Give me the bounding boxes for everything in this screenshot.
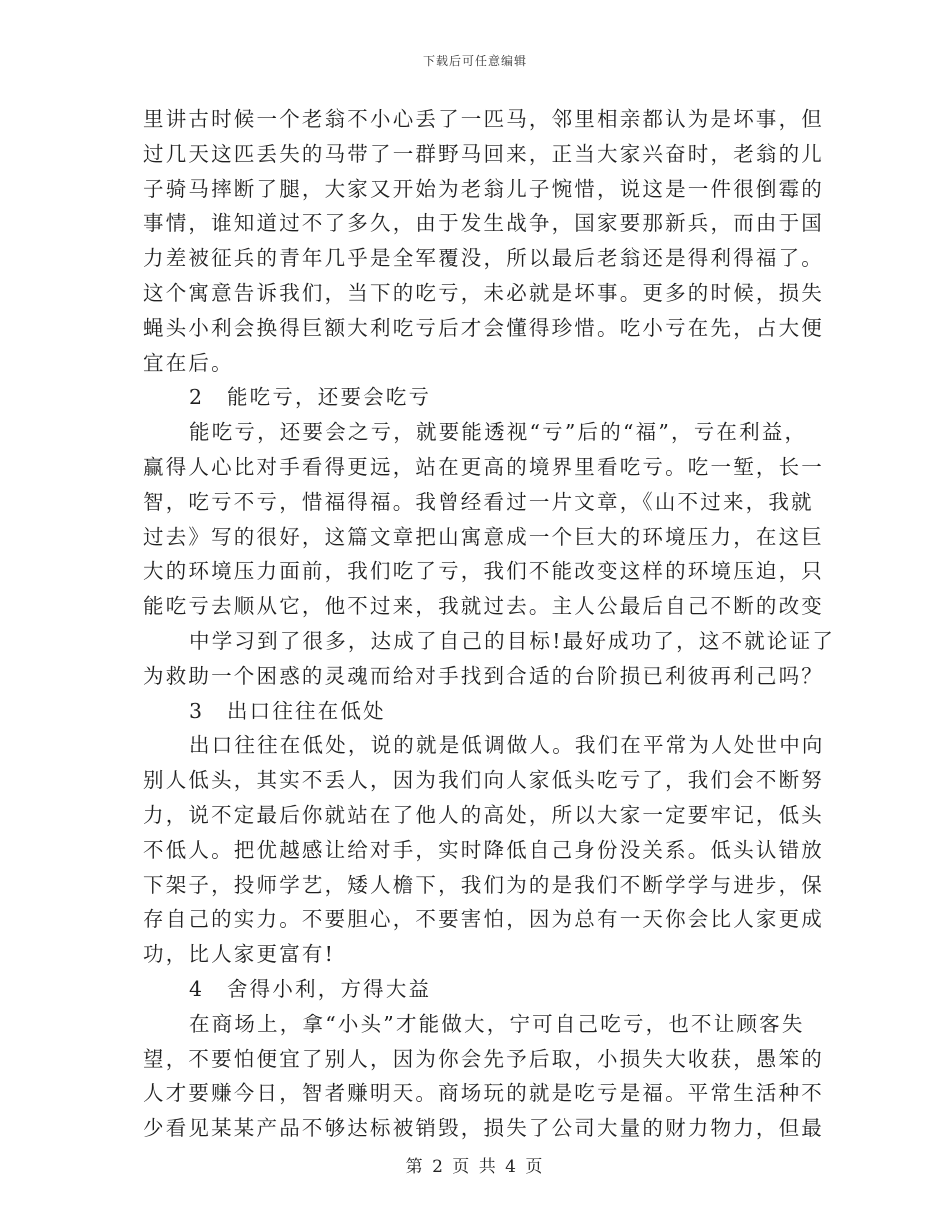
body-line: 中学习到了很多，达成了自己的目标!最好成功了，这不就论证了	[189, 628, 836, 653]
body-line: 里讲古时候一个老翁不小心丢了一匹马，邻里相亲都认为是坏事，但	[143, 107, 824, 131]
body-line: 事情，谁知道过不了多久，由于发生战争，国家要那新兵，而由于国	[143, 211, 824, 236]
body-line: 能吃亏去顺从它，他不过来，我就过去。主人公最后自己不断的改变	[143, 594, 824, 619]
body-line: 望，不要怕便宜了别人，因为你会先予后取，小损失大收获，愚笨的	[143, 1046, 824, 1071]
body-line: 力，说不定最后你就站在了他人的高处，所以大家一定要牢记，低头	[143, 802, 824, 827]
body-line: 子骑马摔断了腿，大家又开始为老翁儿子惋惜，说这是一件很倒霉的	[143, 176, 824, 201]
page-number-footer: 第 2 页 共 4 页	[405, 1157, 545, 1177]
body-line: 智，吃亏不亏，惜福得福。我曾经看过一片文章，《山不过来，我就	[143, 489, 814, 514]
body-line: 人才要赚今日，智者赚明天。商场玩的就是吃亏是福。平常生活种不	[143, 1081, 824, 1106]
body-line: 宜在后。	[143, 350, 234, 375]
body-line: 功，比人家更富有!	[143, 942, 336, 967]
body-line: 过几天这匹丢失的马带了一群野马回来，正当大家兴奋时，老翁的儿	[143, 141, 824, 166]
body-line: 少看见某某产品不够达标被销毁，损失了公司大量的财力物力，但最	[143, 1116, 824, 1141]
section-heading: 3 出口往往在低处	[189, 698, 386, 723]
section-heading: 4 舍得小利，方得大益	[189, 976, 432, 1001]
body-line: 蝇头小利会换得巨额大利吃亏后才会懂得珍惜。吃小亏在先，占大便	[143, 315, 824, 340]
page-header-note: 下载后可任意编辑	[422, 54, 527, 68]
body-line: 出口往往在低处，说的就是低调做人。我们在平常为人处世中向	[189, 733, 825, 758]
body-line: 为救助一个困惑的灵魂而给对手找到合适的台阶损已利彼再利己吗？	[143, 663, 824, 688]
body-line: 能吃亏，还要会之亏，就要能透视“亏”后的“福”，亏在利益，	[189, 420, 808, 445]
body-line: 赢得人心比对手看得更远，站在更高的境界里看吃亏。吃一堑，长一	[143, 454, 824, 479]
document-body	[143, 102, 836, 1146]
body-line: 过去》写的很好，这篇文章把山寓意成一个巨大的环境压力，在这巨	[143, 524, 824, 549]
body-line: 力差被征兵的青年几乎是全军覆没，所以最后老翁还是得利得福了。	[143, 246, 824, 271]
body-line: 在商场上，拿“小头”才能做大，宁可自己吃亏，也不让顾客失	[189, 1011, 805, 1036]
body-line: 存自己的实力。不要胆心，不要害怕，因为总有一天你会比人家更成	[143, 907, 824, 932]
body-line: 大的环境压力面前，我们吃了亏，我们不能改变这样的环境压迫，只	[143, 559, 824, 584]
body-line: 不低人。把优越感让给对手，实时降低自己身份没关系。低头认错放	[143, 837, 824, 862]
body-line: 下架子，投师学艺，矮人檐下，我们为的是我们不断学学与进步，保	[143, 872, 824, 897]
body-line: 这个寓意告诉我们，当下的吃亏，未必就是坏事。更多的时候，损失	[143, 280, 824, 305]
body-line: 别人低头，其实不丢人，因为我们向人家低头吃亏了，我们会不断努	[143, 768, 824, 793]
section-heading: 2 能吃亏，还要会吃亏	[189, 385, 432, 410]
